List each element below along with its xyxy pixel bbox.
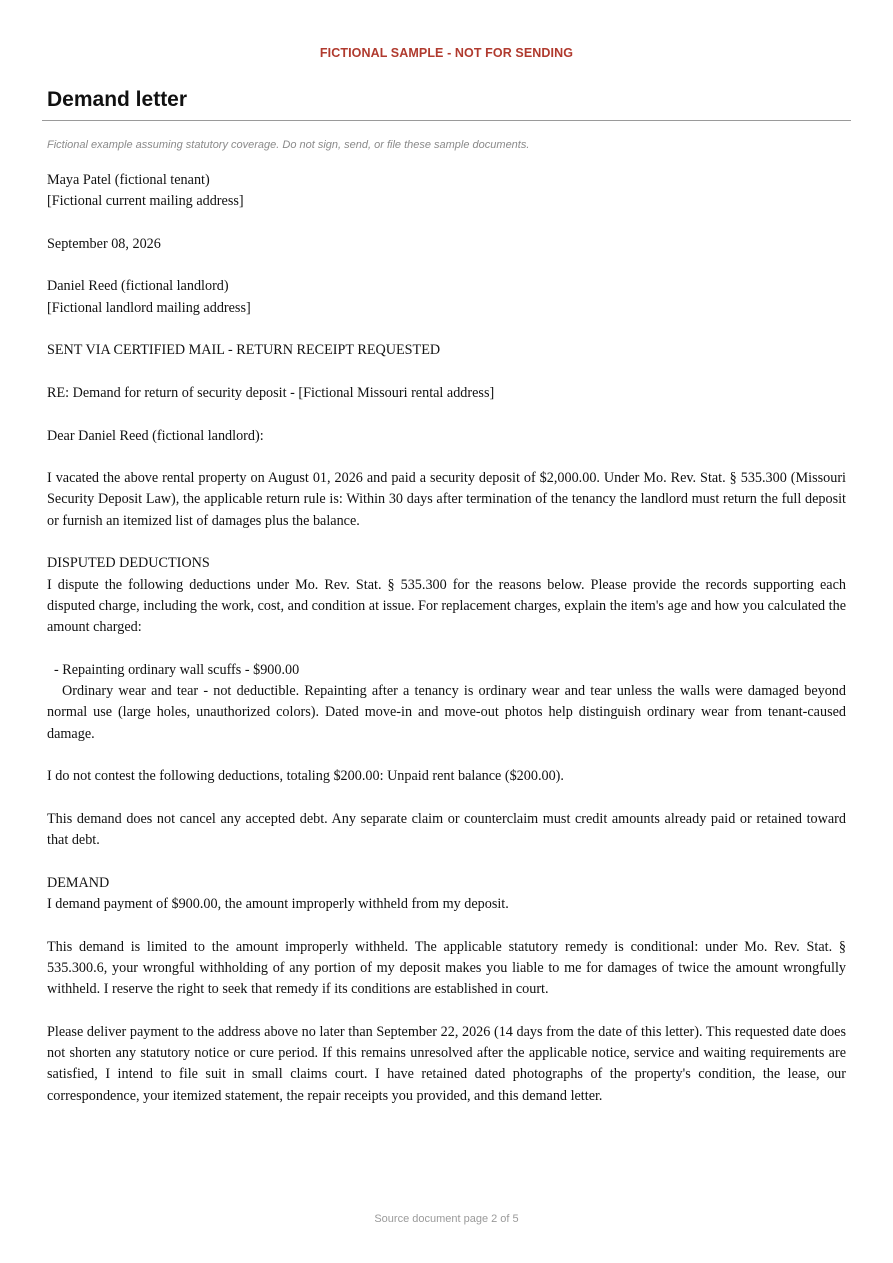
- deduction-label: - Repainting ordinary wall scuffs - $900.00: [54, 661, 300, 678]
- title-divider: [42, 120, 851, 121]
- disclaimer-note: Fictional example assuming statutory coverage. Do not sign, send, or file these sample documents.: [47, 139, 530, 151]
- recipient-address: [Fictional landlord mailing address]: [47, 299, 251, 316]
- letter-body: [47, 170, 846, 1128]
- sender-block: [47, 170, 846, 213]
- sender-address: [Fictional current mailing address]: [47, 193, 244, 210]
- salutation: Dear Daniel Reed (fictional landlord):: [47, 427, 264, 444]
- disputed-section: [47, 553, 846, 638]
- closing-paragraph: Please deliver payment to the address above no later than September 22, 2026 (14 days from the date of this letter). This requested date does not shorten any statutory notice or cure period. If this remains unresolved after the applicable notice, service and waiting requirements are satisfied, I intend to file suit in small claims court. I have retained dated photographs of the property's condition, the lease, our correspondence, your itemized statement, the repair receipts you provided, and this demand letter.: [47, 1023, 846, 1104]
- sender-name: Maya Patel (fictional tenant): [47, 172, 210, 188]
- demand-heading: DEMAND: [47, 874, 110, 891]
- demand-text: I demand payment of $900.00, the amount improperly withheld from my deposit.: [47, 896, 509, 913]
- deduction-note: Ordinary wear and tear - not deductible. Repainting after a tenancy is ordinary wear and tear unless the walls were damaged beyond normal use (large holes, unauthorized colors). Dated move-in and move-out photos help distinguish ordinary wear from tenant-caused damage.: [47, 683, 846, 742]
- letter-date: September 08, 2026: [47, 235, 161, 252]
- credit-paragraph: This demand does not cancel any accepted debt. Any separate claim or counterclaim must credit amounts already paid or retained toward that debt.: [47, 810, 846, 849]
- disputed-text: I dispute the following deductions under Mo. Rev. Stat. § 535.300 for the reasons below. Please provide the records supporting each disputed charge, including the work, cost, and condition at issue. For replacement charges, explain the item's age and how you calculated the amount charged:: [47, 576, 846, 636]
- page-footer: Source document page 2 of 5: [374, 1213, 519, 1225]
- remedy-paragraph: This demand is limited to the amount improperly withheld. The applicable statutory remedy is conditional: under Mo. Rev. Stat. § 535.300.6, your wrongful withholding of any portion of my deposit makes you liable to me for damages of twice the amount wrongfully withheld. I reserve the right to seek that remedy if its conditions are established in court.: [47, 938, 846, 998]
- recipient-block: [47, 276, 846, 319]
- intro-paragraph: I vacated the above rental property on August 01, 2026 and paid a security deposit of $2,000.00. Under Mo. Rev. Stat. § 535.300 (Missouri Security Deposit Law), the applicable return rule is: Within 30 days after termination of the tenancy the landlord must return the full deposit or furnish an itemized list of damages plus the balance.: [47, 470, 846, 529]
- deduction-item: [47, 660, 846, 745]
- page-title: Demand letter: [47, 88, 188, 111]
- uncontested-paragraph: I do not contest the following deductions, totaling $200.00: Unpaid rent balance ($200.00).: [47, 768, 564, 785]
- delivery-method: SENT VIA CERTIFIED MAIL - RETURN RECEIPT REQUESTED: [47, 342, 441, 359]
- disputed-heading: DISPUTED DEDUCTIONS: [47, 555, 210, 572]
- demand-section: [47, 873, 846, 916]
- recipient-name: Daniel Reed (fictional landlord): [47, 278, 229, 295]
- sample-banner: FICTIONAL SAMPLE - NOT FOR SENDING: [319, 46, 574, 60]
- re-line: RE: Demand for return of security deposit - [Fictional Missouri rental address]: [47, 384, 495, 401]
